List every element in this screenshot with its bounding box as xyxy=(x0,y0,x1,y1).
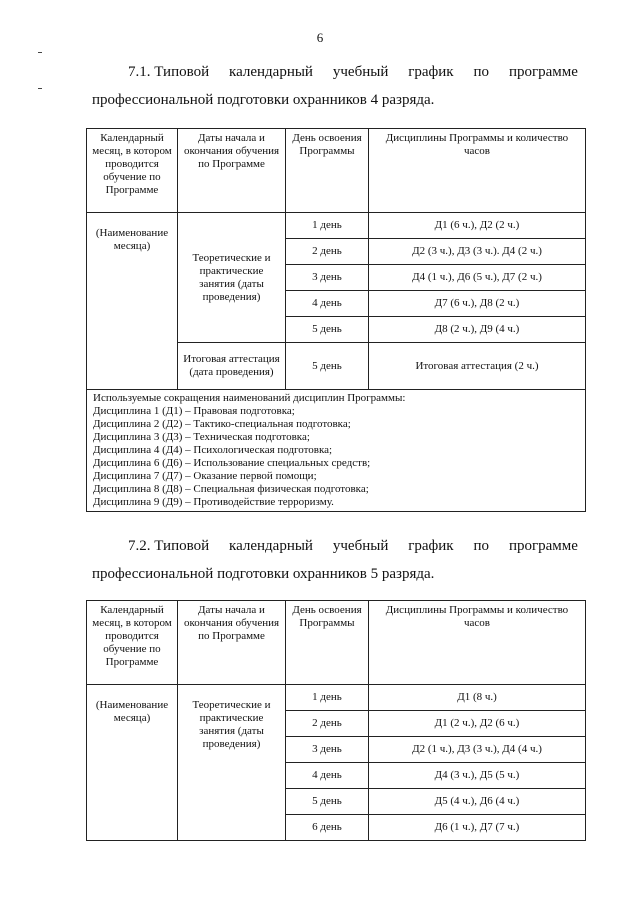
margin-mark xyxy=(38,52,42,53)
disciplines-cell: Д8 (2 ч.), Д9 (4 ч.) xyxy=(369,317,586,343)
theory-cell: Теоретические и практические занятия (даты проведения) xyxy=(178,213,286,343)
abbreviations-title: Используемые сокращения наименований дисциплин Программы: xyxy=(93,392,406,404)
day-cell: 2 день xyxy=(286,239,369,265)
abbreviation-line: Дисциплина 4 (Д4) – Психологическая подготовка; xyxy=(93,444,333,456)
day-cell: 2 день xyxy=(286,711,369,737)
heading-word: по xyxy=(473,538,490,554)
day-cell: 3 день xyxy=(286,737,369,763)
abbreviation-line: Дисциплина 6 (Д6) – Использование специальных средств; xyxy=(93,457,371,469)
day-cell: 5 день xyxy=(286,343,369,390)
section-7-1-heading xyxy=(92,58,578,114)
disciplines-cell: Д1 (8 ч.) xyxy=(369,685,586,711)
header-day: День освоения Программы xyxy=(286,129,369,213)
disciplines-cell: Д5 (4 ч.), Д6 (4 ч.) xyxy=(369,789,586,815)
disciplines-cell: Д2 (3 ч.), Д3 (3 ч.). Д4 (2 ч.) xyxy=(369,239,586,265)
abbreviation-line: Дисциплина 1 (Д1) – Правовая подготовка; xyxy=(93,405,295,417)
day-cell: 4 день xyxy=(286,763,369,789)
abbreviation-line: Дисциплина 3 (Д3) – Техническая подготовка; xyxy=(93,431,310,443)
heading-word: учебный xyxy=(332,538,389,554)
day-cell: 5 день xyxy=(286,317,369,343)
header-month: Календарный месяц, в котором проводится обучение по Программе xyxy=(87,129,178,213)
schedule-table-5th-grade xyxy=(86,600,586,841)
month-cell: (Наименование месяца) xyxy=(87,213,178,390)
abbreviation-line: Дисциплина 9 (Д9) – Противодействие терроризму. xyxy=(93,496,334,508)
theory-cell: Теоретические и практические занятия (даты проведения) xyxy=(178,685,286,841)
heading-line-2: профессиональной подготовки охранников 4 разряда. xyxy=(92,92,435,108)
day-cell: 1 день xyxy=(286,213,369,239)
disciplines-cell: Д6 (1 ч.), Д7 (7 ч.) xyxy=(369,815,586,841)
heading-word: по xyxy=(473,64,490,80)
disciplines-cell: Итоговая аттестация (2 ч.) xyxy=(369,343,586,390)
margin-mark xyxy=(38,88,42,89)
header-disciplines: Дисциплины Программы и количество часов xyxy=(369,129,586,213)
heading-word: календарный xyxy=(229,64,313,80)
abbreviations-cell xyxy=(87,390,586,512)
heading-word: график xyxy=(408,64,454,80)
day-cell: 3 день xyxy=(286,265,369,291)
month-cell: (Наименование месяца) xyxy=(87,685,178,841)
disciplines-cell: Д4 (3 ч.), Д5 (5 ч.) xyxy=(369,763,586,789)
abbreviation-line: Дисциплина 8 (Д8) – Специальная физическая подготовка; xyxy=(93,483,369,495)
heading-word: календарный xyxy=(229,538,313,554)
final-attestation-label: Итоговая аттестация (дата проведения) xyxy=(178,343,286,390)
header-dates: Даты начала и окончания обучения по Программе xyxy=(178,601,286,685)
disciplines-cell: Д1 (2 ч.), Д2 (6 ч.) xyxy=(369,711,586,737)
abbreviation-line: Дисциплина 2 (Д2) – Тактико-специальная подготовка; xyxy=(93,418,351,430)
day-cell: 5 день xyxy=(286,789,369,815)
header-dates: Даты начала и окончания обучения по Программе xyxy=(178,129,286,213)
abbreviation-line: Дисциплина 7 (Д7) – Оказание первой помощи; xyxy=(93,470,317,482)
heading-word: график xyxy=(408,538,454,554)
heading-word: 7.2. Типовой xyxy=(128,538,210,554)
heading-word: учебный xyxy=(332,64,389,80)
day-cell: 4 день xyxy=(286,291,369,317)
disciplines-cell: Д4 (1 ч.), Д6 (5 ч.), Д7 (2 ч.) xyxy=(369,265,586,291)
disciplines-cell: Д2 (1 ч.), Д3 (3 ч.), Д4 (4 ч.) xyxy=(369,737,586,763)
heading-line-2: профессиональной подготовки охранников 5 разряда. xyxy=(92,566,435,582)
header-day: День освоения Программы xyxy=(286,601,369,685)
section-7-2-heading xyxy=(92,532,578,588)
heading-word: программе xyxy=(508,64,578,80)
day-cell: 1 день xyxy=(286,685,369,711)
heading-word: 7.1. Типовой xyxy=(128,64,210,80)
heading-word: программе xyxy=(508,538,578,554)
disciplines-cell: Д1 (6 ч.), Д2 (2 ч.) xyxy=(369,213,586,239)
day-cell: 6 день xyxy=(286,815,369,841)
disciplines-cell: Д7 (6 ч.), Д8 (2 ч.) xyxy=(369,291,586,317)
header-disciplines: Дисциплины Программы и количество часов xyxy=(369,601,586,685)
page-number: 6 xyxy=(316,30,324,45)
header-month: Календарный месяц, в котором проводится обучение по Программе xyxy=(87,601,178,685)
schedule-table-4th-grade xyxy=(86,128,586,512)
